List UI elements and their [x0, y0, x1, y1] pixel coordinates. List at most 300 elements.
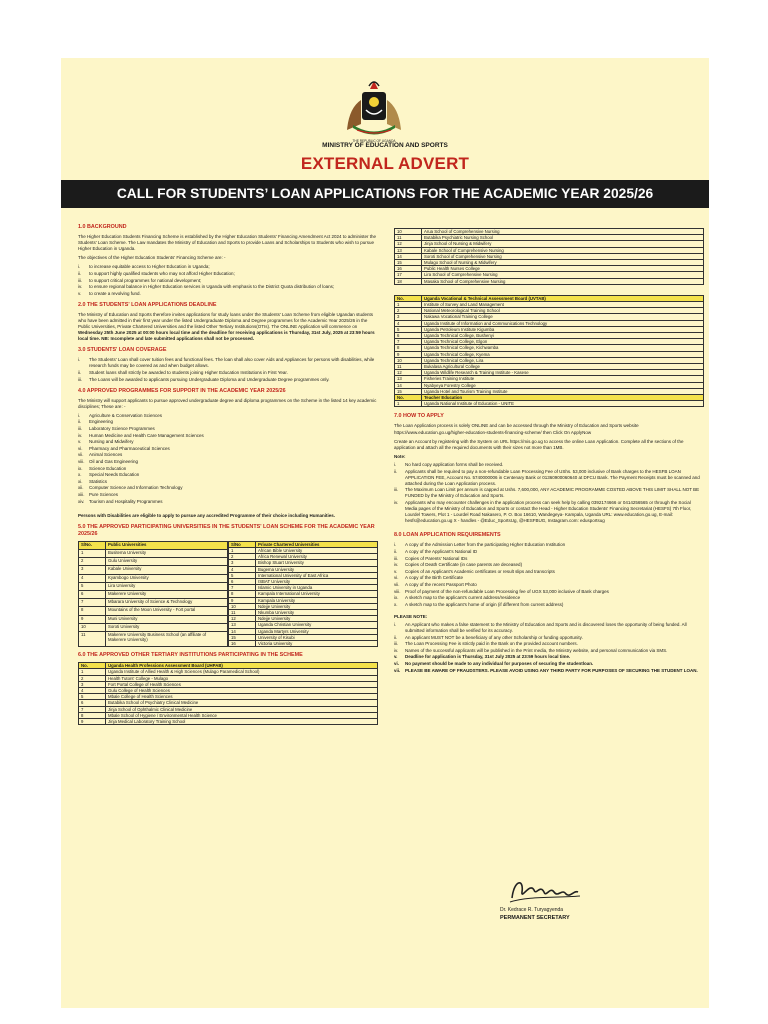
list-item — [78, 459, 378, 465]
list-text: The Loans will be awarded to applicants pursuing Undergraduate Diploma and Undergraduate Degree programmes only. — [89, 376, 330, 382]
list-item — [78, 377, 378, 383]
list-text: Proof of payment of the non-refundable Loan Processing fee of UGX 53,000 inclusive of Bank charges — [405, 588, 609, 594]
row-name-cell: Mountains of the Moon University - Fort portal — [106, 607, 228, 615]
row-number-cell: 5 — [79, 694, 106, 700]
row-name-cell: Fort Portal College of Health Sciences — [106, 681, 378, 687]
list-number: vi. — [394, 660, 400, 666]
row-number-cell: 13 — [395, 376, 422, 382]
row-name-cell: Victoria University — [256, 641, 378, 647]
list-item — [394, 542, 704, 548]
row-number-cell: 4 — [79, 574, 106, 582]
row-number-cell: 5 — [229, 572, 256, 578]
list-text: Animal Sciences — [89, 452, 123, 458]
list-number: viii. — [78, 459, 85, 465]
section-heading: 8.0 LOAN APPLICATION REQUIREMENTS — [394, 532, 501, 539]
row-number-cell: 6 — [79, 591, 106, 599]
list-number: ix. — [394, 595, 399, 601]
list-text: Names of the successful applicants will be published in the Print media, the Ministry website, and personal communication via SMS. — [405, 647, 668, 653]
list-text: Student loans shall strictly be awarded to students joining Higher Education Institutions in First Year. — [89, 370, 288, 375]
row-name-cell: Kampala University — [256, 597, 378, 603]
advert-title: EXTERNAL ADVERT — [300, 154, 470, 173]
list-item — [394, 569, 704, 575]
row-number-cell: 7 — [79, 706, 106, 712]
list-text: Applicants who may encounter challenges in the application process can seek help by calling 0392174666 or 0414256565 or through the Social Media pages of the Ministry of Education and Sports or contact the Head - Higher Education Students' Financing Secretariat (HESFS) 7th Floor, Lourdel Towers, Plot 1 - Lourdel Road Nakasero, P. O. Box 16610, Wandegeya- Kampala, Uganda URL: www.education.go.ug, E-mail: hesfs@education.go.ug X - handles - @Educ_SportsUg, @HESFBUG, Instagram.com: edusportsug — [405, 500, 692, 524]
section-heading: 5.0 THE APPROVED PARTICIPATING UNIVERSITIES IN THE STUDENTS' LOAN SCHEME FOR THE ACADEMIC YEAR 2025/26 — [78, 523, 375, 537]
row-number-cell: 13 — [229, 622, 256, 628]
list-item — [78, 291, 378, 297]
row-number-cell: 17 — [395, 272, 422, 278]
row-name-cell: Uganda Petroleum Institute Kigumba — [422, 326, 704, 332]
row-number-cell: 16 — [395, 266, 422, 272]
row-name-cell: Busitema University — [106, 549, 228, 557]
signature-image — [506, 872, 582, 906]
row-name-cell: Butabika Psychiatric Nursing School — [422, 235, 704, 241]
paragraph — [78, 312, 378, 342]
disciplines-list — [78, 413, 378, 505]
list-number: vii. — [394, 667, 401, 673]
table-row — [79, 607, 228, 615]
row-number-cell: 1 — [229, 547, 256, 553]
list-number: i. — [394, 461, 397, 467]
list-text: Engineering — [89, 419, 114, 425]
row-number-cell: 7 — [395, 339, 422, 345]
row-number-cell: 13 — [395, 247, 422, 253]
row-name-cell: Nyabyeya Forestry College — [422, 382, 704, 388]
list-text: Pure Sciences — [89, 492, 119, 497]
list-number: x. — [394, 601, 398, 607]
row-name-cell: University of Kisubi — [256, 634, 378, 640]
signatory-title: PERMANENT SECRETARY — [500, 915, 570, 921]
list-number: iv. — [78, 284, 83, 290]
row-number-cell: 15 — [229, 634, 256, 640]
list-item — [394, 668, 704, 674]
row-number-cell: 8 — [229, 591, 256, 597]
list-text: A copy of the Applicant's National ID — [405, 548, 478, 554]
list-number: i. — [78, 357, 81, 363]
row-name-cell: Mbale College of Health Sciences — [106, 694, 378, 700]
row-number-cell: 9 — [395, 351, 422, 357]
list-text: Statistics — [89, 478, 108, 484]
table-row — [79, 623, 228, 631]
row-name-cell: Africa Renewal University — [256, 554, 378, 560]
row-name-cell: Uganda Technical College, Kyema — [422, 351, 704, 357]
row-number-cell: 1 — [79, 549, 106, 557]
list-item — [394, 589, 704, 595]
list-text: An Applicant who makes a false statement to the Ministry of Education and Sports and is discovered loses the opportunity of being funded. All submitted information shall be verified for its accuracy. — [405, 621, 687, 634]
row-number-cell: 8 — [79, 712, 106, 718]
row-name-cell: Uganda Christian University — [256, 622, 378, 628]
pwd-note: Persons with Disabilities are eligible to apply to pursue any accredited Programme of their choice including Humanities. — [78, 512, 336, 518]
table-row — [79, 591, 228, 599]
list-number: v. — [394, 568, 398, 574]
list-text: Computer Science and Information Technology — [89, 485, 183, 491]
list-number: ii. — [394, 468, 398, 474]
row-name-cell: Soroti School of Comprehensive Nursing — [422, 253, 704, 259]
advert-page — [61, 58, 709, 1008]
row-name-cell: Gulu University — [106, 558, 228, 566]
row-name-cell: Nkumba University — [256, 610, 378, 616]
list-number: iv. — [394, 562, 399, 568]
row-number-cell: 2 — [79, 675, 106, 681]
list-item — [394, 462, 704, 468]
table-row — [79, 632, 228, 647]
row-number-cell: 10 — [79, 623, 106, 631]
list-text: The Loan Processing Fee is strictly paid in the Bank on the provided account numbers. — [405, 641, 578, 647]
list-text: Copies of Death Certificate (in case parents are deceased) — [405, 562, 523, 568]
row-number-cell: 1 — [395, 401, 422, 407]
row-number-cell: 15 — [395, 388, 422, 394]
table-header — [79, 541, 228, 549]
row-name-cell: Uganda Technical College, Lira — [422, 357, 704, 363]
list-text: Copies of Parents' National IDs — [405, 555, 468, 561]
row-number-cell: 4 — [79, 688, 106, 694]
deadline-text: The Ministry of Education and Sports therefore invites applications for study loans under the Students' Loan Scheme from eligible Ugandan students who have been admitted in their first year under the listed Undergraduate Diploma and Degree programmes for the Academic Year 2025/26 in the Public Universities, Private Chartered Universities and the listed Other Tertiary Institutions(OTIs). The ONLINE Application will commence on — [78, 311, 374, 330]
row-number-cell: 8 — [395, 345, 422, 351]
list-item — [394, 648, 704, 654]
row-number-cell: 3 — [395, 314, 422, 320]
list-item — [78, 433, 378, 439]
list-number: iv. — [394, 500, 399, 506]
list-text: to ensure regional balance in Higher Education services in Uganda with emphasis to the District Quota distribution of loans; — [89, 284, 335, 290]
list-number: viii. — [394, 588, 401, 594]
row-number-cell: 6 — [395, 333, 422, 339]
list-item — [394, 562, 704, 568]
list-number: xiv. — [78, 498, 85, 504]
header-cell: No. — [79, 663, 106, 669]
row-number-cell: 9 — [79, 719, 106, 725]
list-number: iii. — [394, 641, 399, 647]
row-number-cell: 8 — [79, 607, 106, 615]
row-number-cell: 10 — [229, 603, 256, 609]
list-text: No payment should be made to any individual for purposes of securing the studentloan. — [405, 660, 594, 666]
row-name-cell: Lira School of Comprehensive Nursing — [422, 272, 704, 278]
list-number: iv. — [78, 432, 83, 438]
list-item — [78, 413, 378, 419]
list-item — [78, 485, 378, 491]
list-number: vi. — [394, 575, 399, 581]
deadline-dates: Wednesday 25th June 2025 at 00:00 hours local time and the deadline for receiving applications is Thursday, 31st July, 2025 at 23:59 hours local time. NB: Incomplete and late submitted applications shall not be processed. — [78, 330, 375, 342]
row-number-cell: 2 — [79, 558, 106, 566]
list-item — [394, 582, 704, 588]
list-item — [394, 549, 704, 555]
uhpab-table — [78, 662, 378, 725]
row-name-cell: Uganda Technical College, Elgon — [422, 339, 704, 345]
row-number-cell: 5 — [395, 326, 422, 332]
list-number: iii. — [78, 277, 83, 283]
list-item — [78, 426, 378, 432]
list-item — [78, 492, 378, 498]
left-column — [78, 224, 378, 725]
header-cell: S/No — [229, 541, 256, 547]
row-number-cell: 7 — [229, 585, 256, 591]
row-number-cell: 3 — [229, 560, 256, 566]
header-cell: S/No. — [79, 541, 106, 549]
row-number-cell: 5 — [79, 582, 106, 590]
list-number: ii. — [394, 634, 398, 640]
list-item — [78, 479, 378, 485]
row-name-cell: ISBAT University — [256, 579, 378, 585]
list-item — [394, 635, 704, 641]
row-number-cell: 3 — [79, 566, 106, 574]
list-number: ii. — [78, 419, 82, 425]
list-text: A copy of the recent Passport Photo — [405, 581, 477, 587]
row-name-cell: Nakawa Vocational Training College — [422, 314, 704, 320]
list-number: xi. — [78, 478, 83, 484]
banner-heading: CALL FOR STUDENTS’ LOAN APPLICATIONS FOR THE ACADEMIC YEAR 2025/26 — [61, 180, 709, 208]
crest-motto: THE REPUBLIC OF UGANDA — [352, 139, 396, 143]
section-heading: 3.0 STUDENTS' LOAN COVERAGE — [78, 347, 167, 354]
list-text: to support highly qualified students who may not afford Higher Education; — [89, 270, 235, 276]
list-number: iii. — [394, 487, 399, 493]
list-item — [394, 622, 704, 634]
signatory-name: Dr. Kedrace R. Turyagyenda — [500, 907, 564, 913]
row-name-cell: Health Tutors' College - Mulago — [106, 675, 378, 681]
row-name-cell: Gulu College of Health Sciences — [106, 688, 378, 694]
table-row — [79, 566, 228, 574]
table-row — [79, 558, 228, 566]
row-name-cell: African Bible University — [256, 547, 378, 553]
row-number-cell: 18 — [395, 278, 422, 284]
requirements-list — [394, 542, 704, 607]
row-name-cell: Arua School of Comprehensive Nursing — [422, 229, 704, 235]
row-name-cell: Ndejje University — [256, 603, 378, 609]
list-number: xii. — [78, 485, 84, 491]
header-cell: Public Universities — [106, 541, 228, 549]
row-number-cell: 7 — [79, 599, 106, 607]
row-number-cell: 1 — [79, 669, 106, 675]
row-name-cell: Muni University — [106, 615, 228, 623]
row-name-cell: Makerere University Business School (an affiliate of Makerere University) — [106, 632, 228, 647]
row-number-cell: 11 — [79, 632, 106, 647]
row-name-cell: Kampala International University — [256, 591, 378, 597]
list-item — [394, 602, 704, 608]
row-number-cell: 3 — [79, 681, 106, 687]
table-row — [79, 719, 378, 725]
list-text: A copy of the Birth Certificate — [405, 575, 464, 581]
table-row — [79, 599, 228, 607]
list-item — [394, 487, 704, 499]
table-row — [229, 641, 378, 647]
section-heading: 2.0 THE STUDENTS' LOAN APPLICATIONS DEADLINE — [78, 301, 217, 308]
section-heading: 1.0 BACKGROUND — [78, 224, 127, 230]
row-number-cell: 2 — [229, 554, 256, 560]
row-name-cell: Bishop Stuart University — [256, 560, 378, 566]
row-name-cell: Masaka School of Comprehensive Nursing — [422, 278, 704, 284]
row-name-cell: Fisheries Training Institute — [422, 376, 704, 382]
list-text: Tourism and Hospitality Programmes — [89, 498, 163, 504]
paragraph: The Higher Education Students Financing Scheme is established by the Higher Education Students' Financing Amendment Act 2024 to administer the Students' Loan Scheme. The Law mandates the Ministry of Education and Sports to provide Loans and Scholarships to Students who wish to pursue Higher Education in Uganda. — [78, 234, 377, 252]
list-number: i. — [78, 264, 81, 270]
row-name-cell: Makerere University — [106, 591, 228, 599]
row-name-cell: Ndejje University — [256, 616, 378, 622]
note-label: Note: — [394, 453, 406, 459]
row-name-cell: Mbale School of Hygiene / Environmental Health Science — [106, 712, 378, 718]
row-number-cell: 12 — [395, 370, 422, 376]
list-text: Special Needs Education — [89, 472, 140, 478]
row-name-cell: Public Health Nurses College — [422, 266, 704, 272]
list-number: i. — [394, 621, 397, 627]
list-number: ii. — [78, 370, 82, 375]
row-number-cell: 10 — [395, 229, 422, 235]
list-item — [394, 575, 704, 581]
row-name-cell: Mulago School of Nursing & Midwifery — [422, 260, 704, 266]
list-number: ii. — [394, 548, 398, 554]
list-text: Human Medicine and Health Care Management Sciences — [89, 432, 204, 438]
list-item — [78, 446, 378, 452]
list-item — [394, 641, 704, 647]
list-item — [78, 271, 378, 277]
row-name-cell: Uganda Institute of Information and Communications Technology — [422, 320, 704, 326]
row-number-cell: 6 — [229, 579, 256, 585]
table-row — [395, 401, 704, 407]
list-number: iii. — [78, 376, 83, 382]
coat-of-arms-icon — [339, 78, 409, 144]
section-heading: 7.0 HOW TO APPLY — [394, 413, 444, 420]
row-name-cell: National Meteorological Training School — [422, 308, 704, 314]
row-name-cell: Jinja School of Nursing & Midwifery — [422, 241, 704, 247]
section-heading: 6.0 THE APPROVED OTHER TERTIARY INSTITUTIONS PARTICIPATING IN THE SCHEME — [78, 652, 303, 659]
row-number-cell: 1 — [395, 302, 422, 308]
row-number-cell: 15 — [395, 260, 422, 266]
row-number-cell: 2 — [395, 308, 422, 314]
row-number-cell: 16 — [229, 641, 256, 647]
list-text: Science Education — [89, 465, 127, 471]
list-number: i. — [78, 412, 81, 418]
paragraph: The Loan Application process is solely ONLINE and can be accessed through the Ministry of Education and Sports website https://www.education.go.ug/higher-education-students-financing-scheme/ then Click On ApplyNow — [394, 423, 639, 435]
list-text: Copies of an Applicant's Academic certificates or result slips and transcripts — [405, 568, 555, 574]
header-cell: Uganda Vocational & Technical Assessment Board (UVTAB) — [422, 295, 704, 301]
row-number-cell: 14 — [395, 253, 422, 259]
row-name-cell: Kyambogo University — [106, 574, 228, 582]
row-number-cell: 14 — [229, 628, 256, 634]
row-number-cell: 9 — [79, 615, 106, 623]
list-number: vii. — [394, 581, 400, 587]
row-name-cell: Mbarara University of Science & Technology — [106, 599, 228, 607]
list-item — [78, 499, 378, 505]
list-item — [394, 500, 704, 524]
row-name-cell: Jinja School of Ophthalmic Clinical Medicine — [106, 706, 378, 712]
row-name-cell: Uganda Hotel and Tourism Training Institute — [422, 388, 704, 394]
list-text: Oil and Gas Engineering — [89, 459, 139, 465]
list-text: Applicants shall be required to pay a non-refundable Loan Processing Fee of UShs. 53,000 inclusive of Bank charges to the HESFB LOAN APPLICATION FEE, Account No. 5740000006 in Centenary Bank or 01360900060640 at DFCU Bank. The Payment Receipts must be scanned and attached during the Loan Application process. — [405, 468, 700, 486]
please-note-label: PLEASE NOTE: — [394, 613, 428, 619]
right-column — [394, 228, 704, 674]
list-item — [78, 452, 378, 458]
list-text: A sketch map to the applicant's current address/residence — [405, 595, 521, 601]
list-text: Agriculture & Conservation Sciences — [89, 412, 163, 418]
table-row — [79, 615, 228, 623]
row-number-cell: 11 — [229, 610, 256, 616]
list-text: PLEASE BE AWARE OF FRAUDSTERS. PLEASE AVOID USING ANY THIRD PARTY FOR PURPOSES OF SECURING THE STUDENT LOAN. — [405, 667, 698, 673]
header-cell: No. — [395, 295, 422, 301]
private-universities-table — [228, 541, 378, 647]
row-name-cell: Kabale University — [106, 566, 228, 574]
list-text: Deadline for application is Thursday, 31st July 2025 at 23:59 hours local time. — [405, 654, 571, 660]
header-cell: No. — [395, 395, 422, 401]
row-name-cell: Uganda Technical College, Kichwamba — [422, 345, 704, 351]
list-item — [394, 556, 704, 562]
row-name-cell: Soroti University — [106, 623, 228, 631]
section-heading: 4.0 APPROVED PROGRAMMES FOR SUPPORT IN THE ACADEMIC YEAR 2025/26 — [78, 387, 286, 394]
header-cell: Uganda Health Professions Assessment Board (UHPAB) — [106, 663, 378, 669]
ministry-name: MINISTRY OF EDUCATION AND SPORTS — [322, 142, 448, 149]
list-text: to support critical programmes for national development; — [89, 277, 202, 283]
list-item — [78, 439, 378, 445]
table-row — [79, 549, 228, 557]
list-text: Nursing and Midwifery — [89, 439, 134, 445]
list-text: Laboratory Science Programmes — [89, 426, 155, 432]
row-number-cell: 4 — [395, 320, 422, 326]
list-text: to increase equitable access to Higher Education in Uganda; — [89, 264, 210, 270]
paragraph: Create an Account by registering with the System on URL https://mis.go.ug to access the online Loan Application. Complete all the sections of the application and attach all the required documents with their sizes not more than 1MB. — [394, 438, 684, 450]
uhpab-table-continued — [394, 228, 704, 285]
paragraph: The objectives of the Higher Education Students' Financing Scheme are: - — [78, 255, 226, 261]
table-row — [395, 278, 704, 284]
row-number-cell: 11 — [395, 235, 422, 241]
uvtab-table — [394, 295, 704, 408]
list-number: ii. — [78, 270, 82, 276]
list-number: xiii. — [78, 492, 85, 497]
list-number: vii. — [78, 452, 84, 458]
list-number: i. — [394, 542, 397, 548]
list-number: x. — [78, 472, 82, 478]
row-number-cell: 6 — [79, 700, 106, 706]
list-text: to create a revolving fund. — [89, 290, 141, 296]
list-item — [394, 654, 704, 660]
row-number-cell: 11 — [395, 364, 422, 370]
row-name-cell: Butabika School of Psychiatry Clinical Medicine — [106, 700, 378, 706]
list-text: A copy of the Admission Letter from the participating Higher Education Institution — [405, 542, 566, 548]
list-item — [78, 370, 378, 376]
list-item — [78, 264, 378, 270]
row-number-cell: 4 — [229, 566, 256, 572]
header-cell: Teacher Education — [422, 395, 704, 401]
list-number: iv. — [394, 647, 399, 653]
header-cell: Private Chartered Universities — [256, 541, 378, 547]
table-row — [79, 574, 228, 582]
paragraph: The Ministry will support applicants to pursue approved undergraduate degree and diploma programmes on the Scheme in the listed 14 key academic disciplines; These are: - — [78, 397, 377, 409]
row-number-cell: 12 — [395, 241, 422, 247]
row-name-cell: Uganda Institute of Allied Health & High Sciences (Mulago Paramedical School) — [106, 669, 378, 675]
list-text: No hard copy application forms shall be received. — [405, 461, 504, 467]
list-number: ix. — [78, 465, 83, 471]
universities-tables — [78, 541, 378, 647]
public-universities-table — [78, 541, 228, 647]
list-text: An applicant MUST NOT be a beneficiary of any other Scholarship or funding opportunity. — [405, 634, 583, 640]
row-number-cell: 9 — [229, 597, 256, 603]
row-name-cell: Jinja Medical Laboratory Training School — [106, 719, 378, 725]
row-name-cell: Institute of Survey and Land Management — [422, 302, 704, 308]
list-item — [78, 419, 378, 425]
row-name-cell: Uganda Wildlife Research & Training Institute - Kasese — [422, 370, 704, 376]
list-item — [78, 466, 378, 472]
row-name-cell: Islamic University in Uganda — [256, 585, 378, 591]
objectives-list — [78, 264, 378, 296]
list-number: vi. — [78, 445, 83, 451]
list-text: The Maximum Loan Limit per annum is capped at Ushs. 7,600,000, ANY ACADEMIC PROGRAMME COSTED ABOVE THIS LIMIT SHALL NOT BE FUNDED by the Ministry of Education and Sports. — [405, 487, 700, 499]
list-text: Pharmacy and Pharmaceutical Sciences — [89, 445, 170, 451]
list-item — [394, 595, 704, 601]
list-item — [394, 661, 704, 667]
row-name-cell: Lira University — [106, 582, 228, 590]
row-name-cell: Uganda Martyrs University — [256, 628, 378, 634]
list-number: iii. — [78, 426, 83, 432]
list-text: A sketch map to the applicant's home of origin (if different from current address) — [405, 601, 564, 607]
list-item — [394, 469, 704, 487]
list-number: v. — [78, 290, 82, 296]
row-name-cell: Bugema University — [256, 566, 378, 572]
list-number: v. — [78, 439, 82, 445]
